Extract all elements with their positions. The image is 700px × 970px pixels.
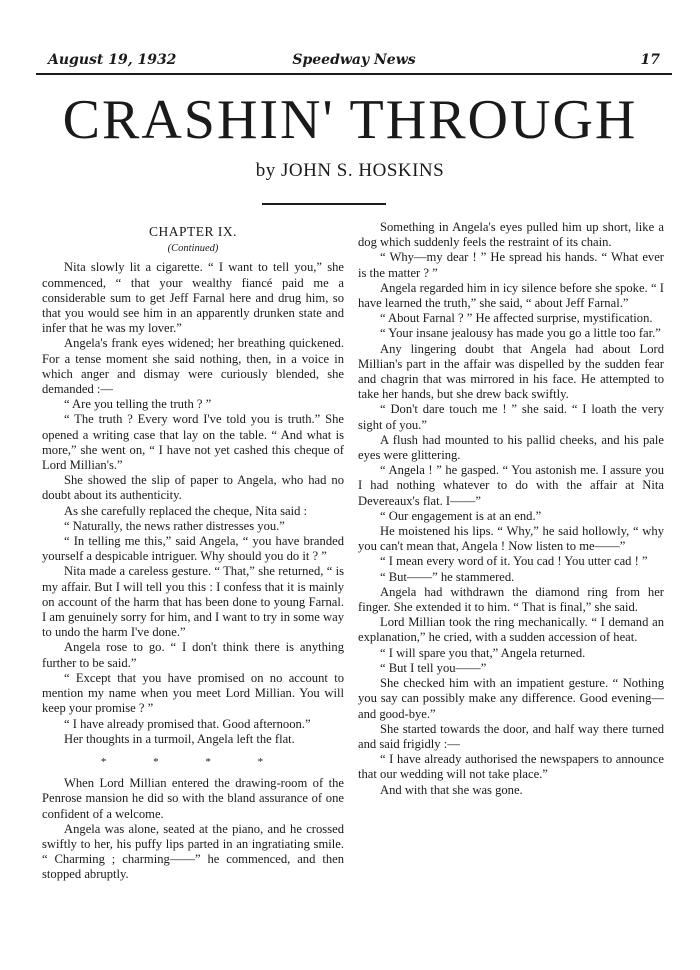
paragraph: “ I will spare you that,” Angela returned. [380,645,586,660]
paragraph: “ Don't dare touch me ! ” she said. “ I loath the very sight of you.” [358,402,664,432]
paragraph: He moistened his lips. “ Why,” he said hollowly, “ why you can't mean that, Angela ! Now listen to me——” [358,524,664,554]
paragraph: Angela rose to go. “ I don't think there is anything further to be said.” [42,640,344,670]
paragraph: A flush had mounted to his pallid cheeks, and his pale eyes were glittering. [358,432,664,463]
left-column-paragraphs [42,260,344,747]
story-title: CRASHIN' THROUGH [62,89,638,151]
paragraph: Angela had withdrawn the diamond ring from her finger. She extended it to him. “ That is final,” she said. [358,584,664,615]
paragraph: “ Our engagement is at an end.” [380,508,542,523]
paragraph: Her thoughts in a turmoil, Angela left the flat. [64,731,295,746]
page-header [48,52,660,72]
paragraph: Nita made a careless gesture. “ That,” she returned, “ is my affair. But I will tell you this : I confess that it is mainly on account of the harm that has been done to young Farnal. I am genuinely sorry for him, and I want to try in some way to undo the harm I've done.” [42,564,344,640]
paragraph: “ In telling me this,” said Angela, “ you have branded yourself a despicable intriguer. Why should you do it ? ” [42,534,344,564]
paragraph: “ Are you telling the truth ? ” [64,397,212,412]
continued-note: (Continued) [167,243,219,255]
paragraph: “ I have already promised that. Good afternoon.” [64,716,311,731]
publication-name: Speedway News [292,52,416,68]
paragraph: She started towards the door, and half way there turned and said frigidly :— [358,721,664,751]
byline-rule [262,203,386,205]
paragraph: “ But——” he stammered. [380,569,515,584]
chapter-heading: CHAPTER IX. [148,224,237,239]
issue-date: August 19, 1932 [48,52,177,68]
paragraph: “ Your insane jealousy has made you go a little too far.” [380,326,661,341]
paragraph: “ Except that you have promised on no account to mention my name when you meet Lord Millian. You will keep your promise ? ” [42,670,344,716]
paragraph: “ But I tell you——” [380,660,487,675]
paragraph: And with that she was gone. [380,782,523,797]
left-column [42,220,344,883]
paragraph: When Lord Millian entered the drawing-room of the Penrose mansion he did so with the bland assurance of one confident of a welcome. [42,776,344,821]
paragraph: Nita slowly lit a cigarette. “ I want to tell you,” she commenced, “ that your wealthy fiancé paid me a considerable sum to get Jeff Farnal here and drug him, so that you would see him in an apparently drunken state and infer that he was my lover.” [42,260,344,336]
paragraph: As she carefully replaced the cheque, Nita said : [64,503,308,518]
header-rule [36,73,672,75]
paragraph: “ About Farnal ? ” He affected surprise, mystification. [380,311,653,326]
paragraph: Angela's frank eyes widened; her breathing quickened. For a tense moment she said nothing, then, in a voice in which anger and dismay were curiously blended, she demanded :— [42,336,344,397]
right-column [358,220,664,798]
paragraph: “ I have already authorised the newspapers to announce that our wedding will not take place.” [358,752,664,782]
paragraph: “ Angela ! ” he gasped. “ You astonish me. I assure you I had nothing whatever to do with the affair at Nita Devereaux's flat. I——” [358,463,664,508]
paragraph: “ The truth ? Every word I've told you is truth.” She opened a writing case that lay on the table. “ And what is more,” she went on, “ I have not yet cashed this cheque of Lord Millian's.” [42,412,344,473]
left-column-paragraphs-after-break [42,776,344,882]
paragraph: Angela regarded him in icy silence before she spoke. “ I have learned the truth,” she said, “ about Jeff Farnal.” [358,280,664,311]
paragraph: “ Naturally, the news rather distresses you.” [64,518,285,533]
paragraph: Lord Millian took the ring mechanically. “ I demand an explanation,” he cried, with a sudden accession of heat. [358,615,664,645]
paragraph: “ I mean every word of it. You cad ! You utter cad ! ” [380,554,648,569]
paragraph: She showed the slip of paper to Angela, who had no doubt about its authenticity. [42,473,344,503]
section-break: * * * * [100,755,286,768]
byline: by JOHN S. HOSKINS [255,160,445,181]
paragraph: Angela was alone, seated at the piano, and he crossed swiftly to her, his puffy lips parted in an ingratiating smile. “ Charming ; charming——” he commenced, and then stopped abruptly. [42,821,344,882]
paragraph: Something in Angela's eyes pulled him up short, like a dog which suddenly feels the restraint of its chain. [358,220,664,250]
paragraph: Any lingering doubt that Angela had about Lord Millian's part in the affair was dispelled by the sudden fear and chagrin that was mirrored in his face. He attempted to take her hands, but she drew back swiftly. [358,341,664,402]
right-column-paragraphs [358,220,664,798]
page-number: 17 [640,52,660,68]
paragraph: She checked him with an impatient gesture. “ Nothing you say can possibly make any difference. Good evening—and good-bye.” [358,676,664,721]
paragraph: “ Why—my dear ! ” He spread his hands. “ What ever is the matter ? ” [358,250,664,280]
